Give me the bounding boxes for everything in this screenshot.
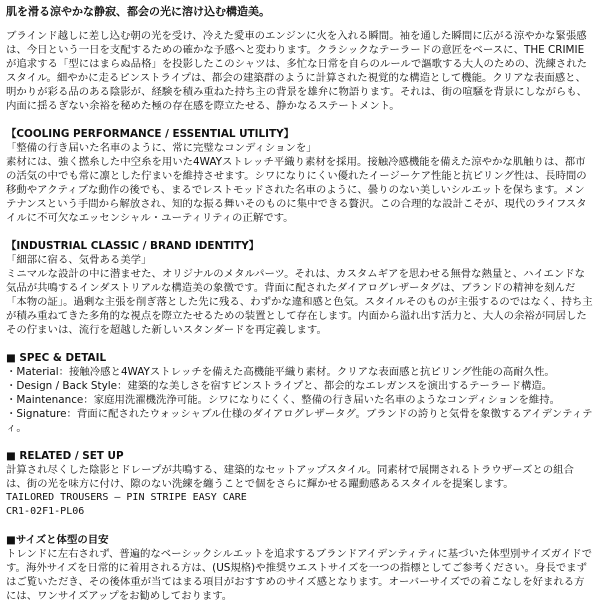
spec-item-maintenance: ・Maintenance：家庭用洗濯機洗浄可能。シワになりにくく、整備の行き届いた名車のようなコンディションを維持。: [6, 394, 561, 406]
section-body-cooling: 素材には、強く撚糸した中空糸を用いた4WAYストレッチ平織り素材を採用。接触冷感機能を備えた涼やかな肌触りは、都市の活気の中でも常に凛とした佇まいを維持させます。シワになりにくい優れたイージーケア性能と抗ピリング性は、長時間の移動やアクティブな動作の後でも、まるでレストモッドされた名車のように、曇りのない美しいシルエットを保ちます。メンテナンスという手間から解放され、知的な振る舞いそのものに集中できる贅沢。この合理的な設計こそが、現代のライフスタイルに不可欠なエッセンシャル・ユーティリティの正解です。: [6, 156, 587, 224]
related-title: ■ RELATED / SET UP: [6, 450, 124, 462]
size-guide-title: ■サイズと体型の目安: [6, 534, 109, 546]
section-body-identity: ミニマルな設計の中に潜ませた、オリジナルのメタルパーツ。それは、カスタムギアを思わせる無骨な熱量と、ハイエンドな気品が共鳴するインダストリアルな構造美の象徴です。背面に配されたダイアログレザータグは、ブランドの精神を刻んだ「本物の証」。過剰な主張を削ぎ落とした先に残る、わずかな違和感と色気。スタイルそのものが主張するのではなく、持ち主が積み重ねてきた多角的な視点を際立たせるための装置として存在します。内面から溢れ出す活力と、大人の余裕が同居したその佇まいは、流行を超越した新しいスタンダードを再定義します。: [6, 268, 593, 336]
spec-item-signature: ・Signature：背面に配されたウォッシャブル仕様のダイアログレザータグ。ブランドの誇りと気骨を象徴するアイデンティティ。: [6, 408, 593, 434]
section-title-cooling: 【COOLING PERFORMANCE / ESSENTIAL UTILITY】: [6, 128, 294, 140]
section-subtitle-cooling: 「整備の行き届いた名車のように、常に完璧なコンディションを」: [6, 142, 317, 154]
related-body: 計算され尽くした陰影とドレープが共鳴する、建築的なセットアップスタイル。同素材で展開されるトラウザーズとの組合は、街の光を味方に付け、隙のない洗練を纏うことで個をさらに輝かせる躍動感あるスタイルを提案します。: [6, 464, 574, 490]
intro-paragraph: ブラインド越しに差し込む朝の光を受け、冷えた愛車のエンジンに火を入れる瞬間。袖を通した瞬間に広がる涼やかな緊張感は、今日という一日を支配するための確かな予感へと変わります。クラシックなテーラードの意匠をベースに、THE CRIMIEが追求する「型にはまらぬ品格」を投影したこのシャツは、多忙な日常を自らのルールで謳歌する大人のための、洗練されたスタイル。細やかに走るピンストライプは、都会の建築群のように計算された視覚的な構造として機能。クリアな表面感と、明かりが彩る品のある陰影が、経験を積み重ねた持ち主の背景を雄弁に物語ります。それは、街の喧騒を背景にしながらも、内面に揺るぎない余裕を秘めた極の存在感を際立たせる、静かなるステートメント。: [6, 30, 588, 112]
spec-list: [6, 365, 594, 435]
headline: 肌を滑る涼やかな静寂、都会の光に溶け込む構造美。: [6, 5, 270, 18]
section-title-identity: 【INDUSTRIAL CLASSIC / BRAND IDENTITY】: [6, 240, 260, 252]
size-guide-body: トレンドに左右されず、普遍的なベーシックシルエットを追求するブランドアイデンティティに基づいた体型別サイズガイドです。海外サイズを日常的に着用される方は、(US規格)や推奨ウエストサイズを一つの指標としてご参考ください。身長でまずはご覧いただき、その後体重が当てはまる項目がおすすめのサイズ感となります。オーバーサイズでの着こなしを好まれる方には、ワンサイズアップをお勧めしております。: [6, 548, 593, 600]
related-product-code: CR1-02F1-PL06: [6, 506, 85, 517]
spec-item-material: ・Material：接触冷感と4WAYストレッチを備えた高機能平織り素材。クリアな表面感と抗ピリング性能の高耐久性。: [6, 366, 555, 378]
spec-item-design: ・Design / Back Style：建築的な美しさを宿すピンストライプと、都会的なエレガンスを演出するテーラード構造。: [6, 380, 553, 392]
spec-title: ■ SPEC & DETAIL: [6, 352, 107, 364]
section-subtitle-identity: 「細部に宿る、気骨ある美学」: [6, 254, 152, 266]
related-product-name: TAILORED TROUSERS – PIN STRIPE EASY CARE: [6, 492, 247, 503]
